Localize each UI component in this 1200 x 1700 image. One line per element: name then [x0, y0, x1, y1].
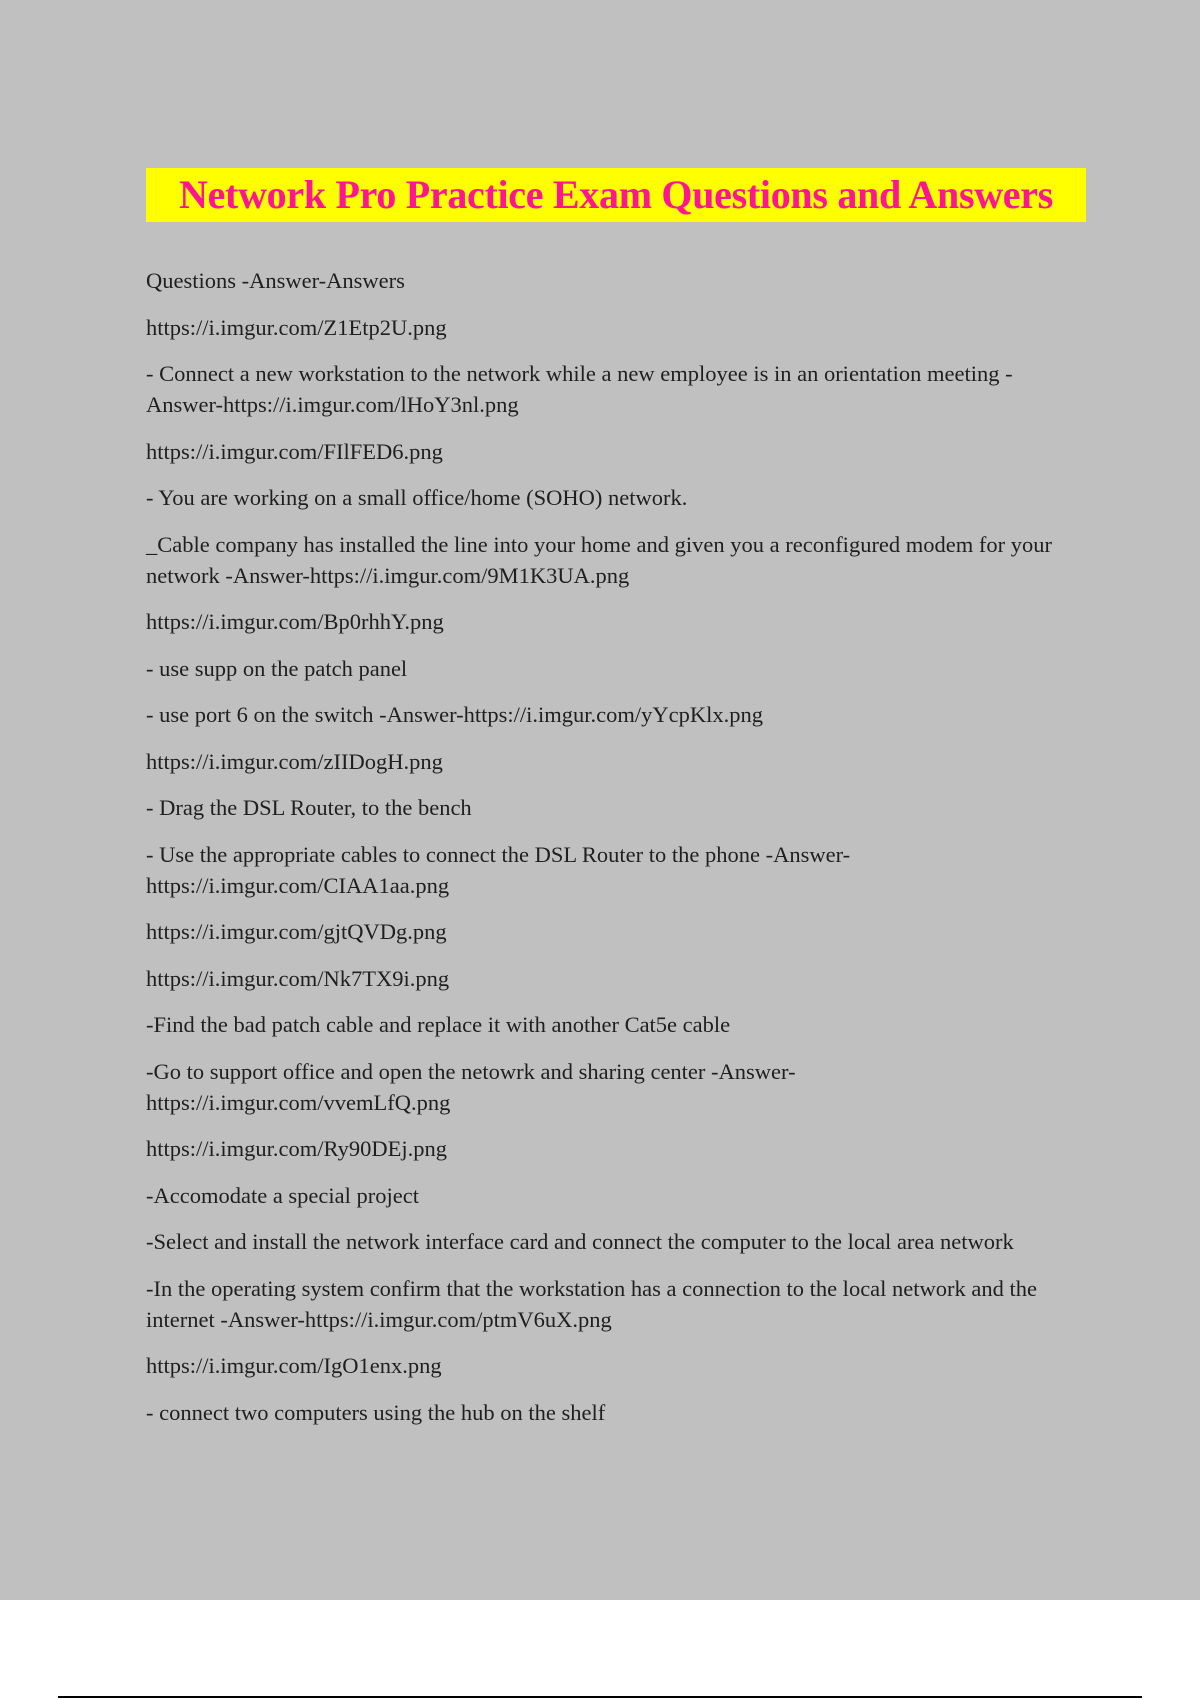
document-title: Network Pro Practice Exam Questions and Answers — [179, 172, 1053, 217]
text-line: _Cable company has installed the line into your home and given you a reconfigured modem for your network -Answer-https://i.imgur.com/9M1K3UA.png — [146, 531, 1053, 588]
footer-divider — [58, 1696, 1142, 1698]
text-line: -Accomodate a special project — [146, 1182, 419, 1208]
text-line: https://i.imgur.com/Ry90DEj.png — [146, 1136, 447, 1161]
text-line: -Go to support office and open the netowrk and sharing center -Answer-https://i.imgur.com/vvemLfQ.png — [146, 1058, 796, 1115]
text-line: https://i.imgur.com/Z1Etp2U.png — [146, 314, 447, 340]
text-line: - use supp on the patch panel — [146, 655, 408, 681]
text-line: -Select and install the network interface card and connect the computer to the local area network — [146, 1229, 1014, 1254]
title-highlight — [146, 168, 1086, 222]
text-line: - Drag the DSL Router, to the bench — [146, 795, 472, 820]
text-line: https://i.imgur.com/zIIDogH.png — [146, 748, 443, 774]
text-line: https://i.imgur.com/Nk7TX9i.png — [146, 965, 450, 991]
text-line: Questions -Answer-Answers — [146, 268, 405, 293]
text-line: - You are working on a small office/home (SOHO) network. — [146, 485, 688, 510]
text-line: -In the operating system confirm that the workstation has a connection to the local network and the internet -Answer-https://i.imgur.com/ptmV6uX.png — [146, 1275, 1037, 1332]
text-line: https://i.imgur.com/Bp0rhhY.png — [146, 609, 444, 634]
document-body — [146, 265, 1086, 1443]
text-line: - use port 6 on the switch -Answer-https://i.imgur.com/yYcpKlx.png — [146, 702, 763, 727]
text-line: - Use the appropriate cables to connect the DSL Router to the phone -Answer-https://i.imgur.com/CIAA1aa.png — [146, 841, 851, 898]
text-line: https://i.imgur.com/IgO1enx.png — [146, 1353, 442, 1378]
text-line: - connect two computers using the hub on the shelf — [146, 1399, 606, 1425]
text-line: - Connect a new workstation to the network while a new employee is in an orientation meeting -Answer-https://i.imgur.com/lHoY3nl.png — [146, 361, 1013, 417]
text-line: https://i.imgur.com/gjtQVDg.png — [146, 919, 447, 944]
text-line: https://i.imgur.com/FIlFED6.png — [146, 438, 443, 464]
text-line: -Find the bad patch cable and replace it with another Cat5e cable — [146, 1012, 731, 1037]
